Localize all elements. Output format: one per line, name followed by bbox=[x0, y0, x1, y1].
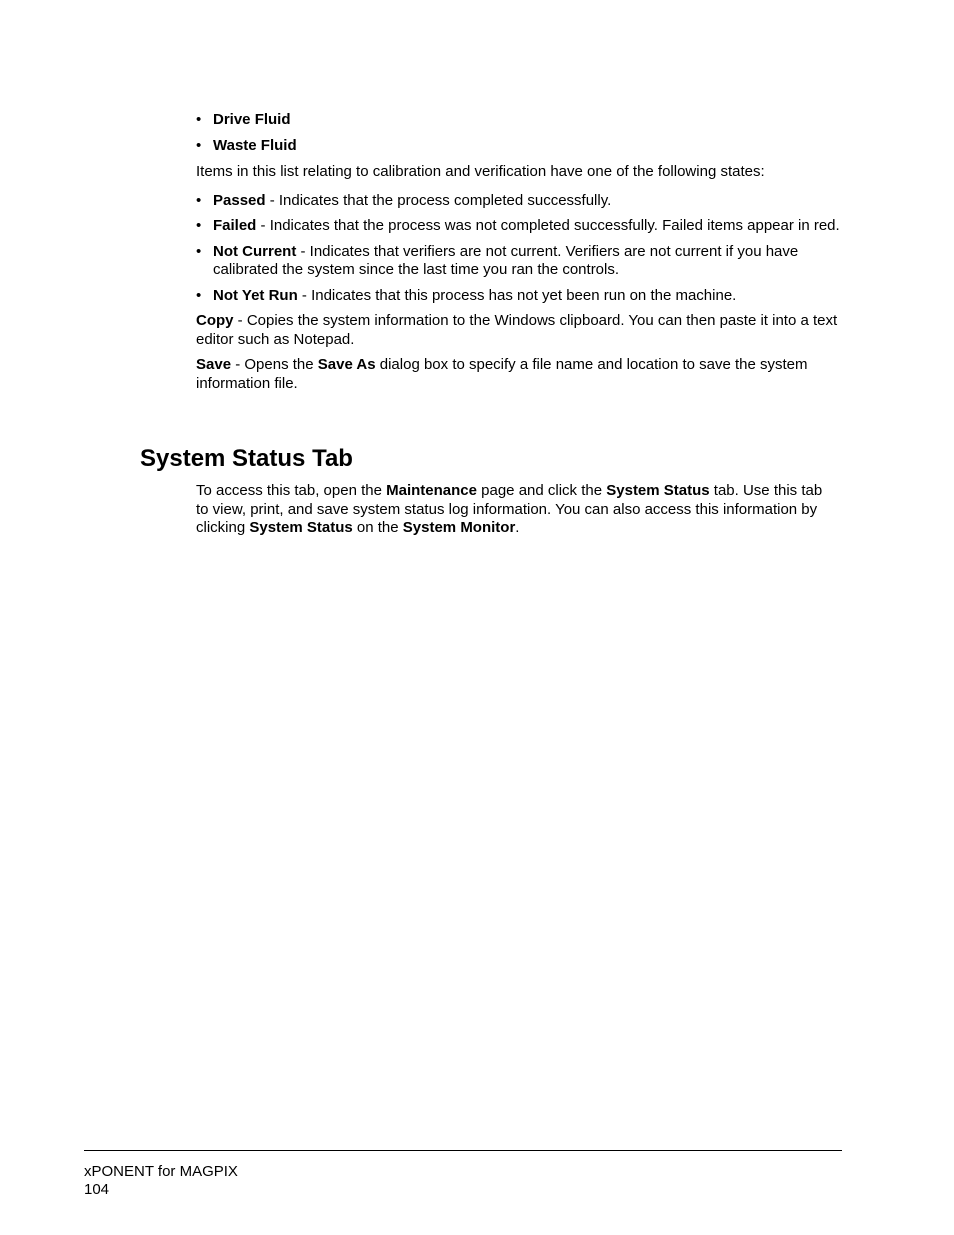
state-description: - Indicates that verifiers are not current. Verifiers are not current if you have calibrated the system since the last time you ran the controls. bbox=[213, 242, 799, 278]
bullet-icon: • bbox=[196, 242, 202, 260]
states-intro: Items in this list relating to calibration and verification have one of the following states: bbox=[196, 163, 765, 180]
bullet-icon: • bbox=[196, 137, 202, 154]
state-name: Failed bbox=[213, 217, 257, 234]
bullet-icon: • bbox=[196, 217, 202, 234]
text-run: tab. Use this tab to view, print, and save system status log information. You can also access this information by clicking bbox=[196, 482, 823, 536]
system-monitor-term: System Monitor bbox=[402, 519, 516, 536]
state-name: Passed bbox=[213, 191, 266, 209]
list-item-label: Drive Fluid bbox=[213, 111, 291, 128]
text-run: . bbox=[515, 519, 520, 536]
bullet-icon: • bbox=[196, 191, 202, 209]
main-content bbox=[196, 111, 840, 393]
text-run: To access this tab, open the bbox=[196, 482, 387, 499]
state-name: Not Current bbox=[213, 242, 297, 260]
state-description: - Indicates that this process has not yet been run on the machine. bbox=[297, 286, 737, 304]
footer-page-number: 104 bbox=[84, 1181, 110, 1198]
state-name: Not Yet Run bbox=[213, 286, 298, 304]
copy-term: Copy bbox=[196, 312, 234, 329]
text-run: on the bbox=[352, 519, 403, 536]
list-item bbox=[196, 137, 840, 156]
footer-divider bbox=[84, 1150, 842, 1151]
section-body bbox=[196, 482, 836, 538]
list-item bbox=[196, 111, 840, 130]
section-heading: System Status Tab bbox=[140, 445, 353, 472]
state-description: - Indicates that the process completed successfully. bbox=[265, 191, 612, 209]
footer-product: xPONENT for MAGPIX bbox=[84, 1163, 238, 1180]
list-item-label: Waste Fluid bbox=[213, 137, 297, 154]
system-status-term: System Status bbox=[606, 482, 710, 499]
copy-description: - Copies the system information to the Windows clipboard. You can then paste it into a text editor such as Notepad. bbox=[196, 312, 838, 348]
save-term: Save bbox=[196, 356, 232, 373]
list-item bbox=[196, 243, 840, 280]
save-description: - Opens the bbox=[231, 356, 318, 373]
page-footer bbox=[84, 1163, 238, 1199]
save-as-term: Save As bbox=[317, 356, 376, 373]
list-item bbox=[196, 287, 840, 306]
list-item bbox=[196, 192, 840, 211]
bullet-icon: • bbox=[196, 111, 202, 128]
fluid-list bbox=[196, 111, 840, 156]
copy-paragraph bbox=[196, 312, 840, 349]
maintenance-term: Maintenance bbox=[386, 482, 477, 499]
save-description-rest: dialog box to specify a file name and location to save the system information file. bbox=[196, 356, 808, 392]
states-list bbox=[196, 192, 840, 306]
bullet-icon: • bbox=[196, 286, 202, 304]
list-item bbox=[196, 217, 840, 236]
state-description: - Indicates that the process was not completed successfully. Failed items appear in red. bbox=[256, 217, 840, 234]
system-status-term: System Status bbox=[249, 519, 353, 536]
save-paragraph bbox=[196, 356, 840, 393]
section-paragraph bbox=[196, 482, 836, 538]
text-run: page and click the bbox=[476, 482, 607, 499]
